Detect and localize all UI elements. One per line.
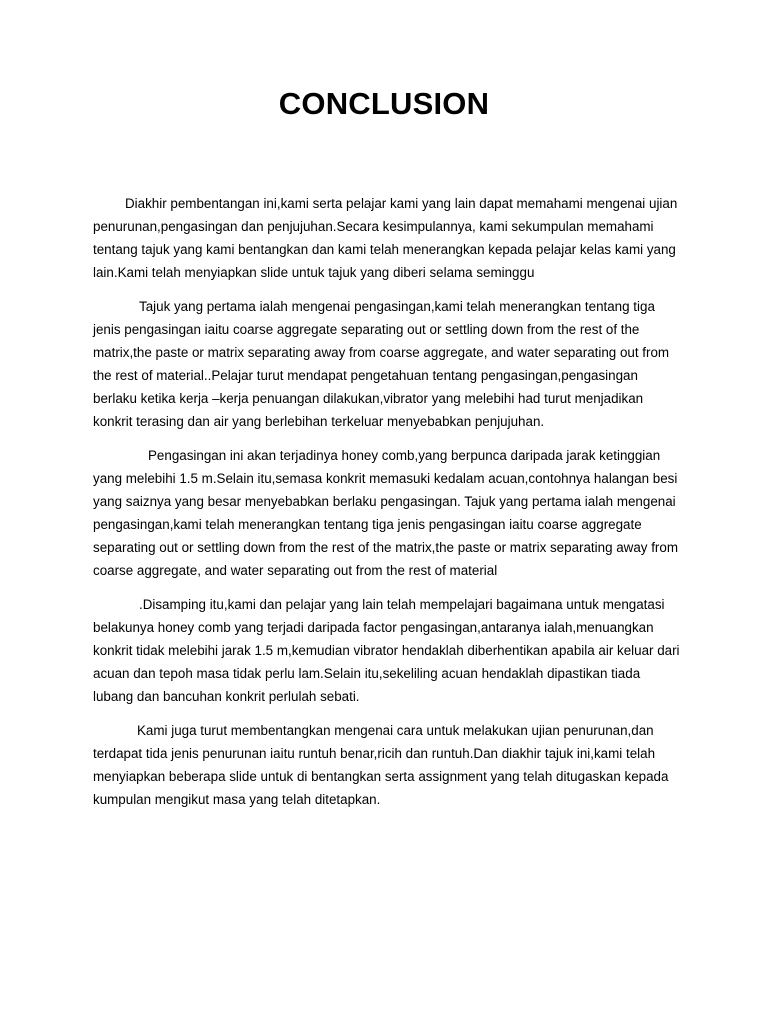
paragraph-4: .Disamping itu,kami dan pelajar yang lain telah mempelajari bagaimana untuk mengatasi belakunya honey comb yang terjadi daripada factor pengasingan,antaranya ialah,menuangkan konkrit tidak melebihi jarak 1.5 m,kemudian vibrator hendaklah diberhentikan apabila air keluar dari acuan dan tepoh masa tidak perlu lam.Selain itu,sekeliling acuan hendaklah dipastikan tiada lubang dan bancuhan konkrit perlulah sebati. (93, 597, 680, 704)
paragraph-1: Diakhir pembentangan ini,kami serta pelajar kami yang lain dapat memahami mengenai ujian penurunan,pengasingan dan penjujuhan.Secara kesimpulannya, kami sekumpulan memahami tentang tajuk yang kami bentangkan dan kami telah menerangkan kepada pelajar kelas kami yang lain.Kami telah menyiapkan slide untuk tajuk yang diberi selama seminggu (93, 196, 678, 280)
paragraph-3: Pengasingan ini akan terjadinya honey comb,yang berpunca daripada jarak ketinggian yang melebihi 1.5 m.Selain itu,semasa konkrit memasuki kedalam acuan,contohnya halangan besi yang saiznya yang besar menyebabkan berlaku pengasingan. Tajuk yang pertama ialah mengenai pengasingan,kami telah menerangkan tentang tiga jenis pengasingan iaitu coarse aggregate separating out or settling down from the rest of the matrix,the paste or matrix separating away from coarse aggregate, and water separating out from the rest of material (93, 448, 678, 578)
paragraph-5: Kami juga turut membentangkan mengenai cara untuk melakukan ujian penurunan,dan terdapat tida jenis penurunan iaitu runtuh benar,ricih dan runtuh.Dan diakhir tajuk ini,kami telah menyiapkan beberapa slide untuk di bentangkan serta assignment yang telah ditugaskan kepada kumpulan mengikut masa yang telah ditetapkan. (93, 723, 669, 807)
paragraph-2: Tajuk yang pertama ialah mengenai pengasingan,kami telah menerangkan tentang tiga jenis pengasingan iaitu coarse aggregate separating out or settling down from the rest of the matrix,the paste or matrix separating away from coarse aggregate, and water separating out from the rest of material..Pelajar turut mendapat pengetahuan tentang pengasingan,pengasingan berlaku ketika kerja –kerja penuangan dilakukan,vibrator yang melebihi had turut menjadikan konkrit terasing dan air yang berlebihan terkeluar menyebabkan penjujuhan. (93, 299, 670, 429)
page-title: CONCLUSION (278, 86, 490, 121)
document-body (93, 192, 681, 811)
